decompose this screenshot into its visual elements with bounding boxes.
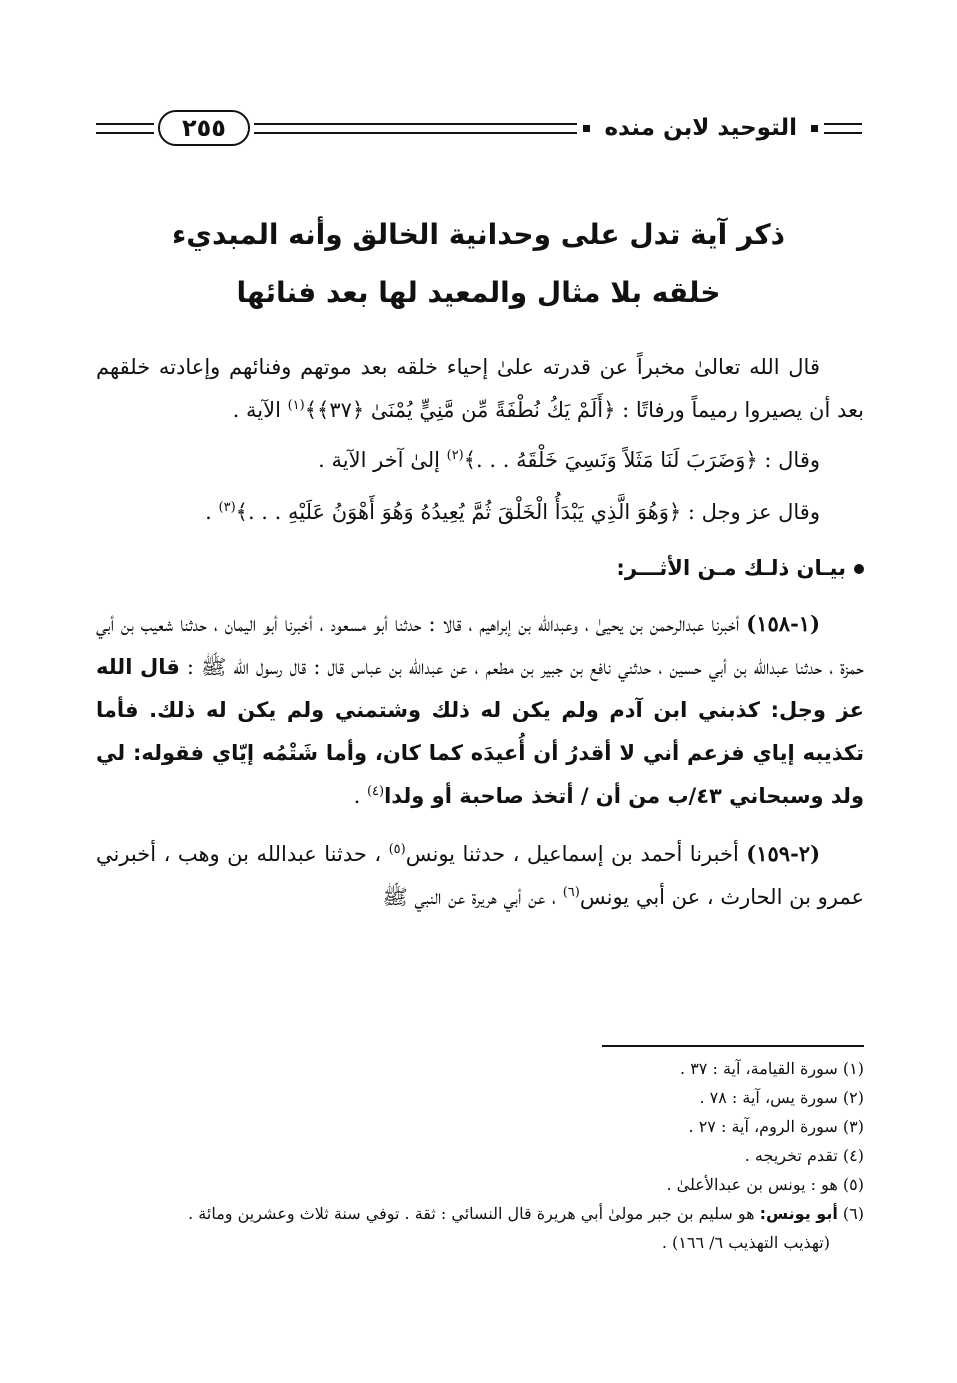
main-text [96,346,864,919]
book-title: التوحيد لابن منده [604,115,797,141]
footnote-text: سورة الروم، آية : ٢٧ . [688,1117,843,1136]
page-number: ٢٥٥ [158,110,250,146]
chapter-title-line-1: ذكر آية تدل على وحدانية الخالق وأنه المبديء [171,218,786,251]
verse-paragraph-2 [96,436,864,484]
header-square-icon [583,125,590,132]
footnote-item [96,1083,864,1112]
footnote-text: هو سليم بن جبر مولىٰ أبي هريرة قال النسائي : ثقة . توفي سنة ثلاث وعشرين ومائة . [188,1204,760,1223]
quran-quote: ﴿وَهُوَ الَّذِي يَبْدَأُ الْخَلْقَ ثُمَّ يُعِيدُهُ وَهُوَ أَهْوَنُ عَلَيْهِ . . .﴾ [235,500,682,524]
intro-suffix: الآية . [232,398,288,422]
footnote-mark: (٣) [842,1117,864,1136]
chapter-title-line-2: خلقه بلا مثال والمعيد لها بعد فنائها [236,276,721,309]
footnote-separator [602,1045,864,1047]
footnote-ref: (٦) [562,885,580,900]
verse-suffix: . [205,500,219,524]
verse-prefix: وقال عز وجل : [681,500,820,524]
footnote-text: هو : يونس بن عبدالأعلىٰ . [666,1175,843,1194]
footnote-item [96,1054,864,1083]
hadith-chain: أخبرنا عبدالرحمن بن يحيىٰ ، وعبدالله بن إبراهيم ، قالا : حدثنا أبو مسعود ، أخبرنا أبو اليمان ، حدثنا شعيب بن أبي حمزة ، حدثنا عبدالله بن أبي حسين ، حدثني نافع بن جبير بن مطعم ، عن عبدالله بن عباس قال : قال رسول الله ﷺ : [96,612,864,679]
hadith-end: . [353,784,367,808]
footnote-mark: (٢) [842,1088,864,1107]
section-heading [96,548,864,588]
hadith-number: (١-١٥٨) [746,611,820,636]
footnote-text: تقدم تخريجه . [744,1146,843,1165]
header-rule-middle [254,123,578,134]
footnote-mark: (٥) [842,1175,864,1194]
footnote-item [96,1170,864,1199]
footnote-text: سورة القيامة، آية : ٣٧ . [680,1059,843,1078]
footnote-item [96,1112,864,1141]
verse-prefix: وقال : [757,448,820,472]
section-heading-text: بيـان ذلـك مـن الأثـــر: [616,556,846,580]
footnote-ref: (٣) [218,500,236,515]
verse-suffix: إلىٰ آخر الآية . [318,448,447,472]
footnote-text: سورة يس، آية : ٧٨ . [699,1088,843,1107]
header-square-icon [811,125,818,132]
header-rule-left [96,123,154,134]
running-header [96,106,862,150]
header-rule-right [824,123,862,134]
intro-text: قال الله تعالىٰ مخبراً عن قدرته علىٰ إحياء خلقه بعد موتهم وفنائهم وإعادته خلقهم بعد أن يصيروا رميماً ورفاتًا : [96,355,864,422]
footnote-ref: (١) [287,398,305,413]
verse-paragraph-3 [96,488,864,536]
hadith-number: (٢-١٥٩) [746,841,820,866]
footnotes [96,1054,864,1257]
chapter-title [80,206,877,322]
bullet-icon [854,564,864,574]
hadith-matn: قال الله عز وجل: كذبني ابن آدم ولم يكن له ذلك وشتمني ولم يكن له ذلك. فأما تكذيبه إياي فزعم أني لا أقدرُ أن أُعيدَه كما كان، وأما شَتْمُه إيّاي فقوله: لي ولد وسبحاني ٤٣/ب من أن / أتخذ صاحبة أو ولدا [96,655,864,808]
quran-quote: ﴿أَلَمْ يَكُ نُطْفَةً مِّن مَّنِيٍّ يُمْنَىٰ ﴿٣٧﴾﴾ [304,398,616,422]
hadith-chain-a: أخبرنا أحمد بن إسماعيل ، حدثنا يونس [405,842,747,866]
intro-paragraph [96,346,864,432]
footnote-mark: (٦) [842,1204,864,1223]
footnote-ref: (٥) [388,842,406,857]
footnote-label: أبو يونس: [759,1204,838,1223]
footnote-mark: (١) [842,1059,864,1078]
footnote-item [96,1141,864,1170]
footnote-ref: (٢) [446,448,464,463]
quran-quote: ﴿وَضَرَبَ لَنَا مَثَلاً وَنَسِيَ خَلْقَهُ . . .﴾ [463,448,758,472]
footnote-ref: (٤) [366,784,385,799]
footnote-mark: (٤) [842,1146,864,1165]
hadith-chain-c: ، عن أبي هريرة عن النبي ﷺ [382,885,563,909]
hadith-158 [96,602,864,818]
hadith-159 [96,832,864,919]
footnote-continuation: (تهذيب التهذيب ٦/ ١٦٦) . [661,1233,830,1252]
footnote-item [96,1199,864,1228]
hadith-chain-b: ، حدثنا عبدالله بن وهب ، أخبرني عمرو بن الحارث ، عن أبي يونس [96,842,864,909]
